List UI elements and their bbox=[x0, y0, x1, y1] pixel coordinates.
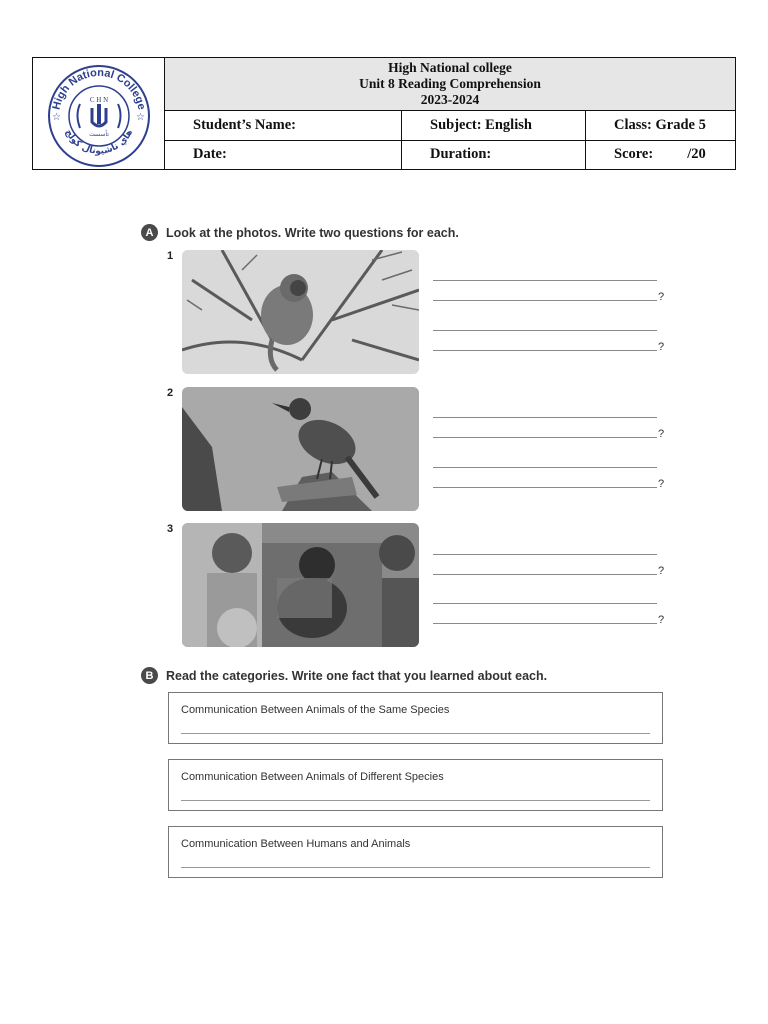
fact-answer-line[interactable] bbox=[181, 867, 650, 868]
photo-children-chimp bbox=[182, 523, 419, 647]
answer-line[interactable] bbox=[433, 437, 657, 438]
logo-small-arabic: تأسست bbox=[88, 130, 109, 138]
photo-monkey bbox=[182, 250, 419, 374]
score-field[interactable] bbox=[586, 141, 735, 170]
question-mark: ? bbox=[658, 341, 665, 353]
school-name: High National college bbox=[388, 60, 512, 75]
date-field[interactable]: Date: bbox=[165, 141, 402, 170]
score-label: Score: bbox=[614, 146, 654, 163]
svg-text:☆: ☆ bbox=[135, 111, 145, 123]
section-a-instruction: Look at the photos. Write two questions for each. bbox=[166, 225, 459, 240]
section-a-heading bbox=[141, 224, 459, 241]
answer-line[interactable] bbox=[433, 467, 657, 468]
worksheet-header bbox=[32, 57, 736, 170]
question-mark: ? bbox=[658, 478, 665, 490]
svg-text:☆: ☆ bbox=[51, 111, 61, 123]
fact-box-different-species[interactable] bbox=[168, 759, 663, 811]
section-b-heading bbox=[141, 667, 547, 684]
answer-line[interactable] bbox=[433, 603, 657, 604]
logo-text-top: High National College bbox=[49, 66, 147, 111]
question-mark: ? bbox=[658, 565, 665, 577]
question-mark: ? bbox=[658, 614, 665, 626]
title-block bbox=[165, 58, 735, 111]
bird-on-branch-icon bbox=[182, 387, 419, 511]
answer-line[interactable] bbox=[433, 350, 657, 351]
answer-line[interactable] bbox=[433, 623, 657, 624]
fact-answer-line[interactable] bbox=[181, 800, 650, 801]
photo-bird bbox=[182, 387, 419, 511]
fact-category-label: Communication Between Animals of the Same Species bbox=[181, 704, 450, 716]
answer-line[interactable] bbox=[433, 574, 657, 575]
question-mark: ? bbox=[658, 428, 665, 440]
item-2-number: 2 bbox=[167, 387, 174, 399]
logo-monogram: C H N bbox=[89, 95, 108, 104]
section-a-badge: A bbox=[141, 224, 158, 241]
section-b-badge: B bbox=[141, 667, 158, 684]
fact-category-label: Communication Between Humans and Animals bbox=[181, 838, 411, 850]
duration-field[interactable]: Duration: bbox=[402, 141, 586, 170]
school-logo-cell bbox=[33, 58, 165, 169]
fact-category-label: Communication Between Animals of Different Species bbox=[181, 771, 444, 783]
fact-box-humans-animals[interactable] bbox=[168, 826, 663, 878]
answer-line[interactable] bbox=[433, 300, 657, 301]
question-mark: ? bbox=[658, 291, 665, 303]
fact-box-same-species[interactable] bbox=[168, 692, 663, 744]
answer-line[interactable] bbox=[433, 280, 657, 281]
fact-answer-line[interactable] bbox=[181, 733, 650, 734]
score-max: /20 bbox=[687, 146, 706, 163]
section-b-instruction: Read the categories. Write one fact that you learned about each. bbox=[166, 668, 548, 683]
item-1-number: 1 bbox=[167, 250, 174, 262]
answer-line[interactable] bbox=[433, 554, 657, 555]
logo-text-bottom: هاي ناشيونال كولج bbox=[62, 127, 135, 157]
subject-label: Subject: English bbox=[402, 111, 586, 140]
class-label: Class: Grade 5 bbox=[614, 116, 706, 133]
monkey-in-tree-icon bbox=[182, 250, 419, 374]
item-3-number: 3 bbox=[167, 523, 174, 535]
answer-line[interactable] bbox=[433, 417, 657, 418]
student-name-field[interactable]: Student’s Name: bbox=[165, 111, 402, 140]
children-with-chimpanzee-icon bbox=[182, 523, 419, 647]
answer-line[interactable] bbox=[433, 330, 657, 331]
unit-title: Unit 8 Reading Comprehension bbox=[359, 76, 541, 91]
school-year: 2023-2024 bbox=[420, 92, 480, 107]
answer-line[interactable] bbox=[433, 487, 657, 488]
school-logo-icon bbox=[40, 60, 158, 168]
